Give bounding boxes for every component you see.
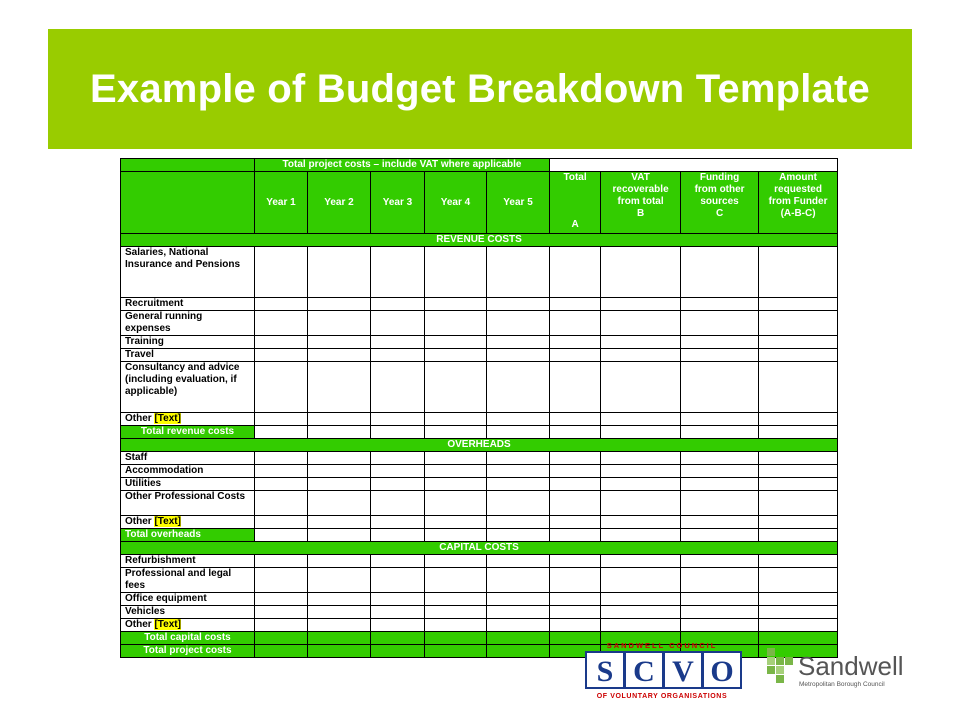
row-label: Accommodation bbox=[121, 465, 255, 478]
sandwell-emblem-icon bbox=[767, 648, 793, 683]
table-row bbox=[121, 311, 838, 336]
table-row bbox=[121, 336, 838, 349]
table-row bbox=[121, 465, 838, 478]
table-row bbox=[121, 606, 838, 619]
scvo-letter-s: S bbox=[596, 655, 614, 688]
svg-text:SANDWELL COUNCIL: SANDWELL COUNCIL bbox=[606, 641, 718, 650]
row-label: Vehicles bbox=[121, 606, 255, 619]
table-row bbox=[121, 452, 838, 465]
table-row bbox=[121, 555, 838, 568]
col-header-vat: VAT recoverable from total B bbox=[601, 172, 681, 234]
table-row bbox=[121, 478, 838, 491]
table-row bbox=[121, 516, 838, 529]
text-placeholder: [Text] bbox=[154, 413, 181, 424]
table-row bbox=[121, 619, 838, 632]
svg-text:Sandwell: Sandwell bbox=[798, 651, 904, 681]
total-label-project: Total project costs bbox=[121, 645, 255, 658]
table-row bbox=[121, 593, 838, 606]
row-label: General running expenses bbox=[121, 311, 255, 336]
text-placeholder: [Text] bbox=[154, 516, 181, 527]
row-label: Recruitment bbox=[121, 298, 255, 311]
col-header-year-2: Year 2 bbox=[308, 172, 371, 234]
row-label: Professional and legal fees bbox=[121, 568, 255, 593]
scvo-letter-v: V bbox=[672, 655, 694, 688]
total-row bbox=[121, 529, 838, 542]
row-label: Training bbox=[121, 336, 255, 349]
table-header-row-top bbox=[121, 159, 838, 172]
table-row bbox=[121, 413, 838, 426]
table-header-row bbox=[121, 172, 838, 234]
table-row bbox=[121, 349, 838, 362]
row-label: Other Professional Costs bbox=[121, 491, 255, 516]
page-title: Example of Budget Breakdown Template bbox=[90, 66, 870, 111]
budget-table bbox=[120, 158, 838, 658]
scvo-letter-o: O bbox=[710, 655, 734, 688]
total-label-overheads: Total overheads bbox=[121, 529, 255, 542]
row-label-other: Other [Text] bbox=[121, 516, 255, 529]
table-row bbox=[121, 491, 838, 516]
table-row bbox=[121, 568, 838, 593]
table-row bbox=[121, 247, 838, 298]
row-label: Salaries, National Insurance and Pensions bbox=[121, 247, 255, 298]
total-label-revenue: Total revenue costs bbox=[121, 426, 255, 439]
col-header-year-1: Year 1 bbox=[255, 172, 308, 234]
section-label-capital: CAPITAL COSTS bbox=[121, 542, 838, 555]
section-row-overheads bbox=[121, 439, 838, 452]
col-header-year-4: Year 4 bbox=[425, 172, 487, 234]
row-label: Travel bbox=[121, 349, 255, 362]
svg-text:OF VOLUNTARY ORGANISATIONS: OF VOLUNTARY ORGANISATIONS bbox=[596, 693, 728, 700]
title-banner bbox=[48, 29, 912, 149]
row-label-other: Other [Text] bbox=[121, 413, 255, 426]
row-label: Refurbishment bbox=[121, 555, 255, 568]
total-row bbox=[121, 426, 838, 439]
top-header-cell: Total project costs – include VAT where applicable bbox=[255, 159, 550, 172]
col-header-total: Total A bbox=[550, 172, 601, 234]
table-row bbox=[121, 298, 838, 311]
text-placeholder: [Text] bbox=[154, 619, 181, 630]
scvo-logo bbox=[586, 641, 741, 700]
row-label-other: Other [Text] bbox=[121, 619, 255, 632]
col-header-funding: Funding from other sources C bbox=[681, 172, 759, 234]
row-label: Staff bbox=[121, 452, 255, 465]
section-row-capital bbox=[121, 542, 838, 555]
section-label-revenue: REVENUE COSTS bbox=[121, 234, 838, 247]
scvo-letter-c: C bbox=[633, 655, 655, 688]
row-label: Consultancy and advice (including evaluation, if applicable) bbox=[121, 362, 255, 413]
svg-text:Metropolitan Borough Council: Metropolitan Borough Council bbox=[799, 681, 885, 688]
table-row bbox=[121, 362, 838, 413]
total-label-capital: Total capital costs bbox=[121, 632, 255, 645]
col-header-year-3: Year 3 bbox=[371, 172, 425, 234]
section-label-overheads: OVERHEADS bbox=[121, 439, 838, 452]
row-label: Office equipment bbox=[121, 593, 255, 606]
logos bbox=[582, 640, 922, 704]
sandwell-logo bbox=[767, 648, 904, 688]
col-header-year-5: Year 5 bbox=[487, 172, 550, 234]
row-label: Utilities bbox=[121, 478, 255, 491]
section-row-revenue bbox=[121, 234, 838, 247]
col-header-amount: Amount requested from Funder (A-B-C) bbox=[759, 172, 838, 234]
